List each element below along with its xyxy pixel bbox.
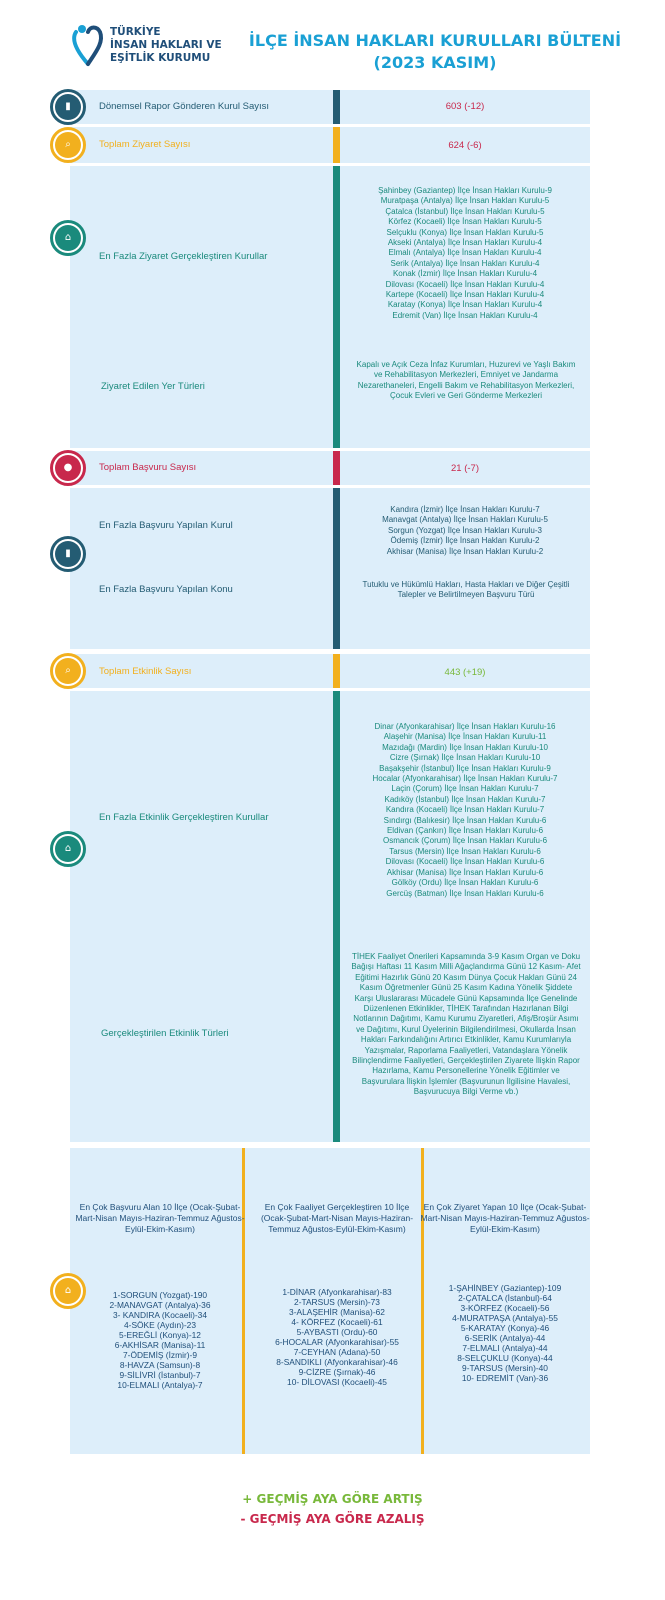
bar-chart-icon: ▮ — [55, 94, 81, 120]
top10-visits-list — [420, 1283, 590, 1383]
total-applications-value: 21 (-7) — [451, 463, 479, 474]
list-item: Kadıköy (İstanbul) İlçe İnsan Hakları Kurulu-7 — [384, 794, 546, 804]
top10-activities-heading: En Çok Faaliyet Gerçekleştiren 10 İlçe (Ocak-Şubat-Mart-Nisan Mayıs-Haziran-Temmuz Ağustos-Eylül-Ekim-Kasım) — [260, 1202, 414, 1234]
list-item: 1-ŞAHİNBEY (Gaziantep)-109 — [448, 1283, 562, 1293]
list-item: Şahinbey (Gaziantep) İlçe İnsan Hakları Kurulu-9 — [378, 186, 552, 195]
most-applied-board-label: En Fazla Başvuru Yapılan Kurul — [99, 520, 233, 531]
home-icon: ⌂ — [55, 225, 81, 251]
list-item: Dilovası (Kocaeli) İlçe İnsan Hakları Kurulu-4 — [385, 279, 545, 289]
most-events-label: En Fazla Etkinlik Gerçekleştiren Kurullar — [99, 812, 269, 823]
list-item: 2-ÇATALCA (İstanbul)-64 — [458, 1293, 552, 1303]
periodic-report-value: 603 (-12) — [445, 101, 485, 112]
list-item: Edremit (Van) İlçe İnsan Hakları Kurulu-4 — [392, 310, 538, 320]
logo-text: TÜRKİYE İNSAN HAKLARI VE EŞİTLİK KURUMU — [110, 26, 222, 64]
bar-chart-icon: ▮ — [55, 541, 81, 567]
divider — [333, 166, 340, 448]
divider — [333, 488, 340, 649]
divider — [333, 451, 340, 485]
list-item: Osmancık (Çorum) İlçe İnsan Hakları Kurulu-6 — [382, 836, 548, 846]
list-item: Kandıra (Kocaeli) İlçe İnsan Hakları Kurulu-7 — [385, 805, 545, 815]
most-visits-label: En Fazla Ziyaret Gerçekleştiren Kurullar — [99, 251, 268, 262]
visited-places-label: Ziyaret Edilen Yer Türleri — [101, 381, 205, 392]
list-item: Selçuklu (Konya) İlçe İnsan Hakları Kurulu-5 — [386, 227, 544, 237]
visited-places-value: Kapalı ve Açık Ceza İnfaz Kurumları, Huzurevi ve Yaşlı Bakım ve Rehabilitasyon Merkezleri, Emniyet ve Jandarma Nezarethaneleri, Engelli Bakım ve Rehabilitasyon Merkezleri, Çocuk Evleri ve Geri Gönderme Merkezleri — [356, 360, 576, 401]
icon-ring — [50, 220, 86, 256]
list-item: Ödemiş (İzmir) İlçe İnsan Hakları Kurulu-2 — [390, 536, 540, 546]
list-item: 1-SORGUN (Yozgat)-190 — [112, 1290, 208, 1300]
icon-ring — [50, 653, 86, 689]
search-icon: ⌕ — [55, 132, 81, 158]
list-item: 6-AKHİSAR (Manisa)-11 — [114, 1340, 206, 1350]
list-item: Dinar (Afyonkarahisar) İlçe İnsan Hakları Kurulu-16 — [374, 722, 556, 731]
list-item: Muratpaşa (Antalya) İlçe İnsan Hakları Kurulu-5 — [380, 196, 550, 206]
logo — [70, 22, 250, 74]
list-item: 5-AYBASTI (Ordu)-60 — [296, 1327, 378, 1337]
list-item: 4-MURATPAŞA (Antalya)-55 — [452, 1313, 558, 1323]
icon-ring — [50, 89, 86, 125]
list-item: Çatalca (İstanbul) İlçe İnsan Hakları Kurulu-5 — [385, 206, 545, 216]
list-item: Cizre (Şırnak) İlçe İnsan Hakları Kurulu-10 — [389, 753, 541, 763]
list-item: 2-TARSUS (Mersin)-73 — [294, 1297, 380, 1307]
most-visits-list — [345, 186, 585, 321]
divider — [333, 127, 340, 163]
total-events-value: 443 (+19) — [444, 667, 486, 678]
list-item: 1-DİNAR (Afyonkarahisar)-83 — [282, 1287, 392, 1297]
list-item: Alaşehir (Manisa) İlçe İnsan Hakları Kurulu-11 — [383, 732, 547, 742]
top10-applications-list — [75, 1290, 245, 1390]
icon-ring — [50, 536, 86, 572]
title-line-1: İLÇE İNSAN HAKLARI KURULLARI BÜLTENİ — [248, 31, 622, 50]
list-item: Tarsus (Mersin) İlçe İnsan Hakları Kurulu-6 — [389, 846, 541, 856]
total-visits-label: Toplam Ziyaret Sayısı — [99, 139, 191, 150]
most-applied-topic-value: Tutuklu ve Hükümlü Hakları, Hasta Hakları ve Diğer Çeşitli Talepler ve Belirtilmeyen Başvuru Türü — [362, 580, 570, 600]
list-item: 9-CİZRE (Şırnak)-46 — [298, 1367, 376, 1377]
list-item: Gercüş (Batman) İlçe İnsan Hakları Kurulu-6 — [386, 888, 544, 898]
divider — [333, 654, 340, 688]
list-item: 8-SELÇUKLU (Konya)-44 — [457, 1353, 553, 1363]
total-visits-value: 624 (-6) — [448, 140, 482, 151]
most-events-list — [345, 722, 585, 899]
icon-ring — [50, 450, 86, 486]
home-icon: ⌂ — [55, 1278, 81, 1304]
event-types-label: Gerçekleştirilen Etkinlik Türleri — [101, 1028, 229, 1039]
list-item: 10-ELMALI (Antalya)-7 — [117, 1380, 203, 1390]
list-item: Sındırgı (Balıkesir) İlçe İnsan Hakları Kurulu-6 — [383, 815, 547, 825]
list-item: 3-ALAŞEHİR (Manisa)-62 — [289, 1307, 385, 1317]
list-item: Akhisar (Manisa) İlçe İnsan Hakları Kurulu-2 — [386, 546, 544, 556]
list-item: 5-KARATAY (Konya)-46 — [460, 1323, 550, 1333]
list-item: Karatay (Konya) İlçe İnsan Hakları Kurulu-4 — [387, 300, 543, 310]
list-item: Körfez (Kocaeli) İlçe İnsan Hakları Kurulu-5 — [388, 217, 542, 227]
list-item: Akseki (Antalya) İlçe İnsan Hakları Kurulu-4 — [387, 238, 543, 248]
list-item: 10- DİLOVASI (Kocaeli)-45 — [287, 1377, 387, 1387]
list-item: 3- KANDIRA (Kocaeli)-34 — [112, 1310, 208, 1320]
list-item: Hocalar (Afyonkarahisar) İlçe İnsan Hakları Kurulu-7 — [372, 774, 558, 784]
list-item: Eldivan (Çankırı) İlçe İnsan Hakları Kurulu-6 — [386, 826, 544, 836]
page-title — [245, 30, 625, 74]
periodic-report-label: Dönemsel Rapor Gönderen Kurul Sayısı — [99, 101, 270, 112]
list-item: Mazıdağı (Mardin) İlçe İnsan Hakları Kurulu-10 — [382, 742, 548, 752]
list-item: 9-SİLİVRİ (İstanbul)-7 — [119, 1370, 201, 1380]
list-item: Gölköy (Ordu) İlçe İnsan Hakları Kurulu-6 — [391, 878, 539, 888]
list-item: 6-SERİK (Antalya)-44 — [464, 1333, 546, 1343]
list-item: 9-TARSUS (Mersin)-40 — [462, 1363, 548, 1373]
most-applied-board-list — [345, 505, 585, 557]
footer-decrease: - GEÇMİŞ AYA GÖRE AZALIŞ — [240, 1512, 425, 1526]
icon-ring — [50, 127, 86, 163]
list-item: 7-ÖDEMİŞ (İzmir)-9 — [123, 1350, 197, 1360]
list-item: 5-EREĞLİ (Konya)-12 — [119, 1330, 201, 1340]
list-item: Kartepe (Kocaeli) İlçe İnsan Hakları Kurulu-4 — [385, 290, 545, 300]
list-item: 4-SÖKE (Aydın)-23 — [124, 1320, 196, 1330]
total-events-label: Toplam Etkinlik Sayısı — [99, 666, 192, 677]
list-item: Serik (Antalya) İlçe İnsan Hakları Kurulu-4 — [390, 258, 540, 268]
list-item: Manavgat (Antalya) İlçe İnsan Hakları Kurulu-5 — [382, 515, 548, 525]
icon-ring — [50, 831, 86, 867]
divider — [333, 691, 340, 1142]
list-item: 8-SANDIKLI (Afyonkarahisar)-46 — [276, 1357, 398, 1367]
heart-logo-icon — [70, 22, 106, 70]
user-icon: ● — [55, 455, 81, 481]
event-types-value: TİHEK Faaliyet Önerileri Kapsamında 3-9 Kasım Organ ve Doku Bağışı Haftası 11 Kasım Milli Ağaçlandırma Günü 12 Kasım- Afet Eğitimi Hazırlık Günü 20 Kasım Dünya Çocuk Hakları Günü 24 Kasım Öğretmenler Günü 25 Kasım Kadına Yönelik Şiddete Karşı Uluslararası Mücadele Günü Kapsamında İlçe Genelinde Düzenlenen Etkinlikler, TİHEK Tarafından Hazırlanan Bilgi Notlarının Dağıtımı, Kamu Kurumu Ziyaretleri, Afiş/Broşür Asımı ve Dağıtımı, Kurul Üyelerinin Bilgilendirilmesi, Okullarda İnsan Hakları Farkındalığını Artırıcı Etkinlikler, Kamu Kurumlarıyla Yazışmalar, Raporlama Faaliyetleri, Vatandaşlara Yönelik Bilinçlendirme Faaliyetleri, Gerçekleştirilen Ziyarete İlişkin Rapor Hazırlama, Kamu Personellerine Yönelik Eğitimler ve Başvurulara İlişkin İşlemler (Başvurunun İlgilisine Havalesi, Başvurucuya Bilgi Verme vb.) — [351, 952, 581, 1097]
list-item: Akhisar (Manisa) İlçe İnsan Hakları Kurulu-6 — [386, 867, 544, 877]
most-applied-topic-label: En Fazla Başvuru Yapılan Konu — [99, 584, 233, 595]
list-item: 7-CEYHAN (Adana)-50 — [293, 1347, 381, 1357]
list-item: 4- KÖRFEZ (Kocaeli)-61 — [291, 1317, 383, 1327]
home-icon: ⌂ — [55, 836, 81, 862]
list-item: 6-HOCALAR (Afyonkarahisar)-55 — [275, 1337, 399, 1347]
list-item: Kandıra (İzmir) İlçe İnsan Hakları Kurulu-7 — [390, 505, 540, 514]
list-item: Dilovası (Kocaeli) İlçe İnsan Hakları Kurulu-6 — [385, 857, 545, 867]
list-item: Konak (İzmir) İlçe İnsan Hakları Kurulu-4 — [392, 269, 538, 279]
total-applications-label: Toplam Başvuru Sayısı — [99, 462, 197, 473]
footer-increase: + GEÇMİŞ AYA GÖRE ARTIŞ — [242, 1492, 423, 1506]
top10-visits-heading: En Çok Ziyaret Yapan 10 İlçe (Ocak-Şubat-Mart-Nisan Mayıs-Haziran-Temmuz Ağustos-Eylül-Ekim-Kasım) — [420, 1202, 590, 1234]
search-icon: ⌕ — [55, 658, 81, 684]
top10-activities-list — [252, 1287, 422, 1387]
title-line-2: (2023 KASIM) — [373, 53, 497, 72]
divider — [333, 90, 340, 124]
list-item: 10- EDREMİT (Van)-36 — [461, 1373, 549, 1383]
list-item: 3-KÖRFEZ (Kocaeli)-56 — [460, 1303, 550, 1313]
list-item: Elmalı (Antalya) İlçe İnsan Hakları Kurulu-4 — [388, 248, 542, 258]
list-item: 8-HAVZA (Samsun)-8 — [119, 1360, 201, 1370]
list-item: 7-ELMALI (Antalya)-44 — [462, 1343, 548, 1353]
list-item: 2-MANAVGAT (Antalya)-36 — [109, 1300, 211, 1310]
list-item: Sorgun (Yozgat) İlçe İnsan Hakları Kurulu-3 — [387, 525, 542, 535]
list-item: Laçin (Çorum) İlçe İnsan Hakları Kurulu-7 — [391, 784, 539, 794]
list-item: Başakşehir (İstanbul) İlçe İnsan Hakları Kurulu-9 — [379, 763, 551, 773]
top10-applications-heading: En Çok Başvuru Alan 10 İlçe (Ocak-Şubat-Mart-Nisan Mayıs-Haziran-Temmuz Ağustos-Eylül-Ekim-Kasım) — [75, 1202, 245, 1234]
